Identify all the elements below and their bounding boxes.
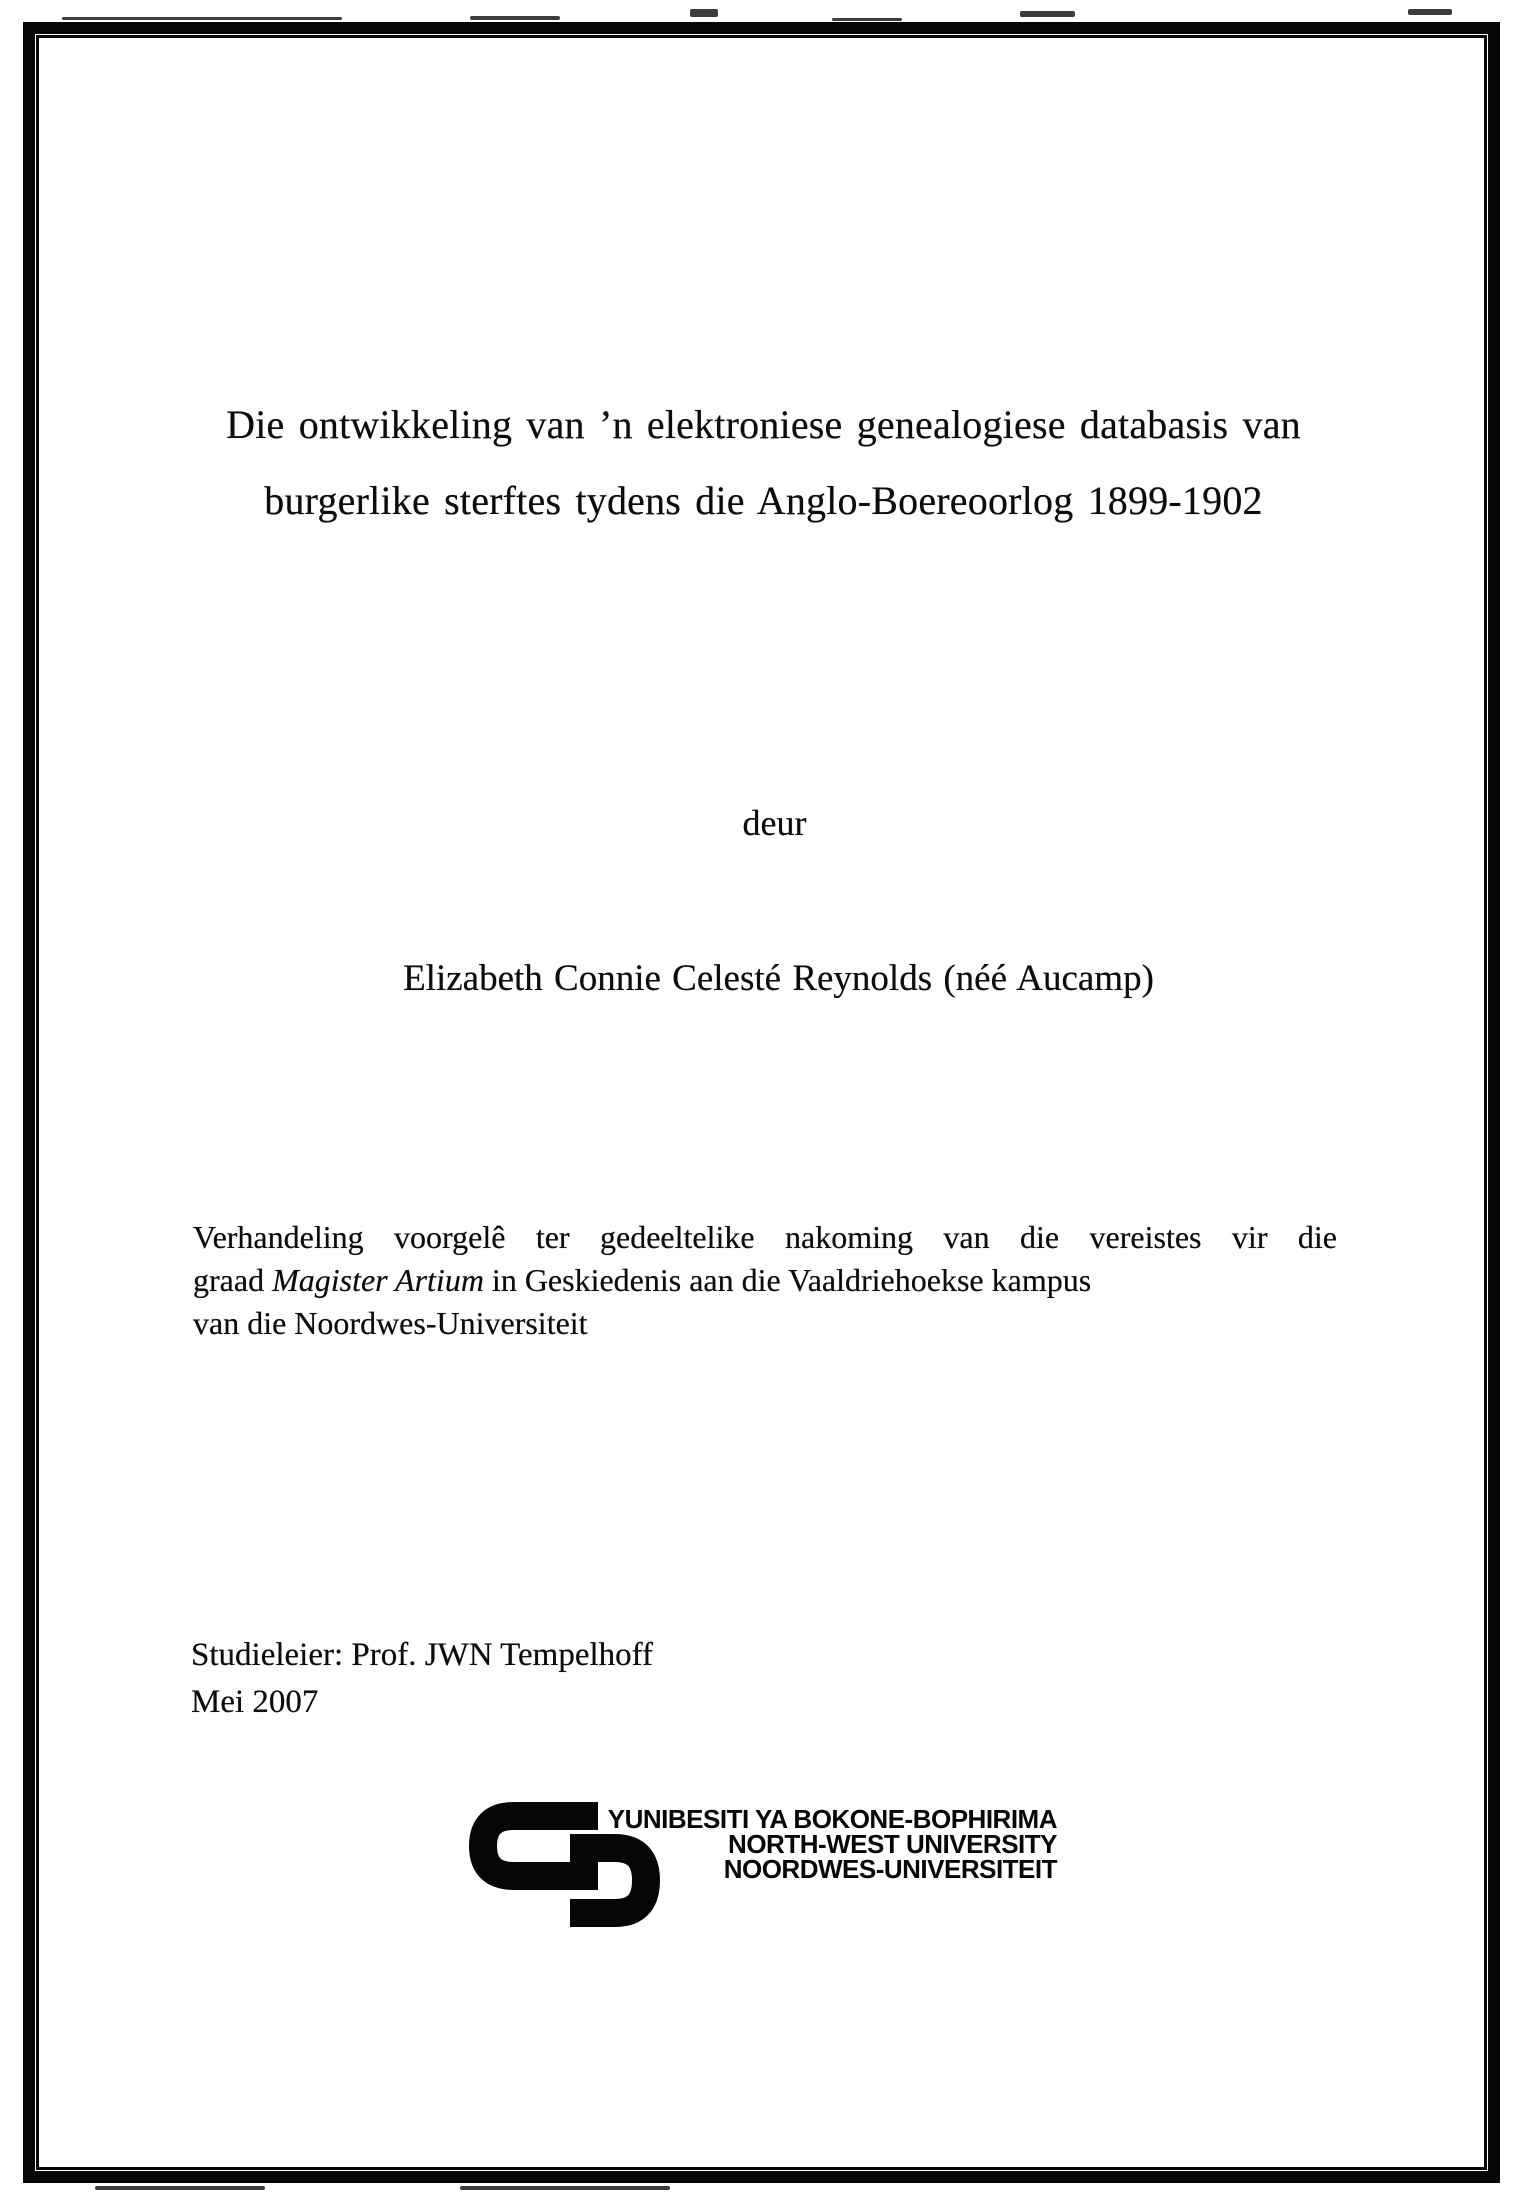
- degree-statement-line2-post: in Geskiedenis aan die Vaaldriehoekse kampus: [483, 1262, 1092, 1298]
- degree-statement-line1: Verhandeling voorgelê ter gedeeltelike nakoming van die vereistes vir die: [193, 1219, 1337, 1255]
- scan-artifact: [690, 9, 718, 17]
- university-name-afrikaans: NOORDWES-UNIVERSITEIT: [723, 1854, 1057, 1884]
- university-name-english: NORTH-WEST UNIVERSITY: [728, 1829, 1057, 1859]
- university-name-setswana: YUNIBESITI YA BOKONE-BOPHIRIMA: [607, 1804, 1057, 1834]
- thesis-title-line1: Die ontwikkeling van ’n elektroniese genealogiese databasis van: [226, 402, 1301, 447]
- degree-statement-line2: [193, 1259, 1337, 1302]
- date-line: Mei 2007: [191, 1684, 319, 1720]
- scan-artifact: [832, 18, 902, 21]
- thesis-title-line2: burgerlike sterftes tydens die Anglo-Boereoorlog 1899-1902: [264, 478, 1263, 523]
- scan-artifact: [62, 17, 342, 20]
- university-logo-text: [607, 1804, 1057, 1884]
- degree-statement-line3: van die Noordwes-Universiteit: [193, 1305, 588, 1341]
- supervisor-line: Studieleier: Prof. JWN Tempelhoff: [191, 1637, 654, 1673]
- byline: deur: [742, 803, 807, 843]
- scan-artifact: [460, 2186, 670, 2190]
- thesis-title: [0, 387, 1527, 539]
- degree-statement: [193, 1216, 1337, 1345]
- author-name: Elizabeth Connie Celesté Reynolds (néé Aucamp): [403, 958, 1154, 999]
- degree-name-italic: Magister Artium: [272, 1262, 484, 1298]
- scan-artifact: [470, 16, 560, 20]
- scan-artifact: [1020, 11, 1075, 17]
- scan-artifact: [95, 2186, 265, 2190]
- scan-artifact: [1408, 9, 1452, 15]
- supervisor-block: [191, 1632, 653, 1726]
- degree-statement-line2-pre: graad: [193, 1262, 273, 1298]
